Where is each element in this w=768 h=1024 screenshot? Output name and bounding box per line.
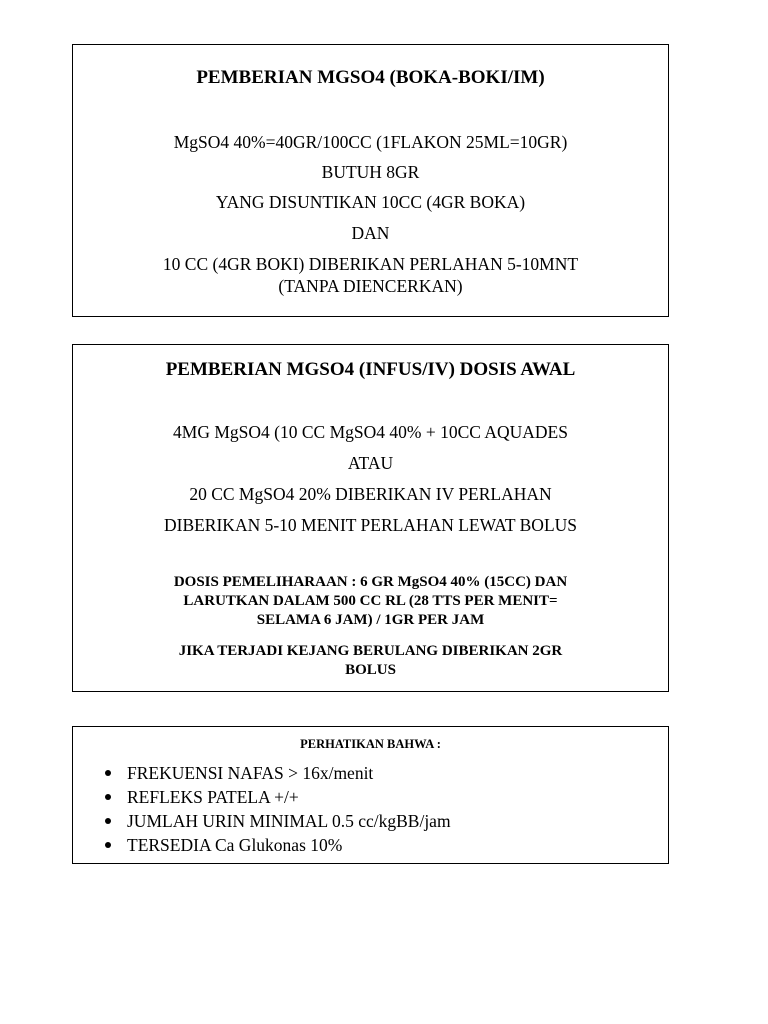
im-line-concentration: MgSO4 40%=40GR/100CC (1FLAKON 25ML=10GR) [173,132,568,152]
iv-line-or: ATAU [347,453,394,473]
maintenance-dose-line-1: DOSIS PEMELIHARAAN : 6 GR MgSO4 40% (15CC) DAN [173,574,568,590]
list-item [103,833,451,857]
list-item [103,761,451,785]
maintenance-dose-line-2: LARUTKAN DALAM 500 CC RL (28 TTS PER MENIT= [183,593,558,609]
list-item-text: TERSEDIA Ca Glukonas 10% [127,835,343,855]
im-line-required-dose: BUTUH 8GR [321,162,420,182]
im-line-undiluted: (TANPA DIENCERKAN) [278,276,463,296]
checklist [103,761,451,857]
im-line-and: DAN [351,223,390,243]
im-line-left-injection: YANG DISUNTIKAN 10CC (4GR BOKA) [215,192,526,212]
iv-line-alternative: 20 CC MgSO4 20% DIBERIKAN IV PERLAHAN [189,484,552,504]
im-administration-title: PEMBERIAN MGSO4 (BOKA-BOKI/IM) [196,67,545,88]
bullet-icon [105,770,111,776]
seizure-note-line-1: JIKA TERJADI KEJANG BERULANG DIBERIKAN 2GR [178,643,563,659]
bullet-icon [105,842,111,848]
list-item-text: JUMLAH URIN MINIMAL 0.5 cc/kgBB/jam [127,811,451,831]
im-line-right-injection: 10 CC (4GR BOKI) DIBERIKAN PERLAHAN 5-10MNT [162,254,579,274]
iv-line-initial-dose: 4MG MgSO4 (10 CC MgSO4 40% + 10CC AQUADES [173,422,568,442]
bullet-icon [105,818,111,824]
iv-line-bolus-duration: DIBERIKAN 5-10 MENIT PERLAHAN LEWAT BOLUS [163,515,578,535]
list-item-text: REFLEKS PATELA +/+ [127,787,299,807]
list-item [103,809,451,833]
seizure-note-line-2: BOLUS [345,662,396,678]
bullet-icon [105,794,111,800]
checklist-heading: PERHATIKAN BAHWA : [300,737,441,751]
iv-administration-title: PEMBERIAN MGSO4 (INFUS/IV) DOSIS AWAL [165,359,576,380]
list-item [103,785,451,809]
list-item-text: FREKUENSI NAFAS > 16x/menit [127,763,374,783]
im-administration-box [72,44,669,317]
iv-administration-box [72,344,669,692]
checklist-box [72,726,669,864]
maintenance-dose-line-3: SELAMA 6 JAM) / 1GR PER JAM [256,612,485,628]
